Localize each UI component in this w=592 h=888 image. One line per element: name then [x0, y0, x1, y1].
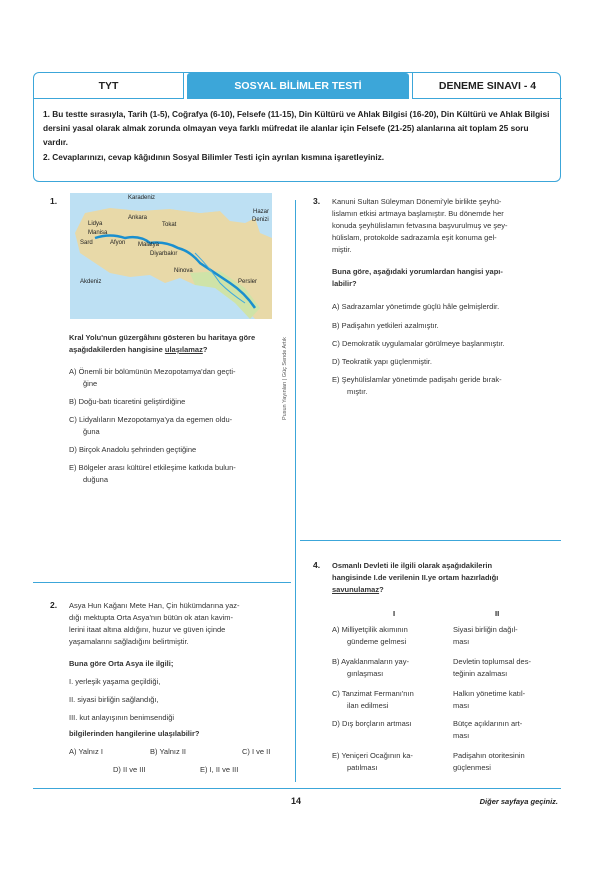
q3-option-c[interactable]: C) Demokratik uygulamalar görülmeye başlanmıştır.: [332, 339, 505, 348]
q3-option-e[interactable]: E) Şeyhülislamlar yönetimde padişahı geride bırak-: [332, 375, 502, 384]
q4-col-i: I: [393, 609, 396, 618]
q2-line-4: yaşamalarını sağladığını belirtmiştir.: [69, 637, 189, 646]
map-label-ninova: Ninova: [174, 268, 193, 274]
q4-c-ii-cont: ması: [453, 701, 470, 710]
q4-e-ii: Padişahın otoritesinin: [453, 751, 525, 760]
q2-item-1: I. yerleşik yaşama geçildiği,: [69, 677, 161, 686]
right-separator: [300, 540, 561, 541]
q3-question: [332, 266, 557, 290]
q2-option-b[interactable]: B) Yalnız II: [150, 747, 186, 756]
q2-passage: [69, 600, 281, 648]
q2-option-c[interactable]: C) I ve II: [242, 747, 271, 756]
q1-option-c-cont: ğuna: [83, 427, 100, 436]
q3-question-line-2: labilir?: [332, 279, 357, 288]
publisher-side-text: Pusun Yayınları | Güç Sende Artık: [282, 337, 288, 420]
q1-option-a-cont: ğine: [83, 379, 98, 388]
q1-stem-underlined: ulaşılamaz: [164, 345, 203, 354]
q4-question: [332, 560, 557, 596]
q4-question-line-2: hangisinde I.de verilenin II.ye ortam hazırladığı: [332, 573, 499, 582]
instruction-1: 1. Bu testte sırasıyla, Tarih (1-5), Coğrafya (6-10), Felsefe (11-15), Din Kültürü ve Ahlak Bilgisi (16-20), Din Kültürü ve Ahlak Bilgisi dersini yasal olarak almak zorunda olmayan veya farklı müfredat ile alanlar için Felsefe (21-25) alanlarına ait toplam 25 soru vardır.: [43, 109, 550, 147]
q1-option-c[interactable]: C) Lidyalıların Mezopotamya'ya da egemen oldu-: [69, 415, 233, 424]
test-title: SOSYAL BİLİMLER TESTİ: [187, 73, 409, 99]
q4-d-ii: Bütçe açıklarının art-: [453, 719, 523, 728]
q2-line-1: Asya Hun Kağanı Mete Han, Çin hükümdarına yaz-: [69, 601, 240, 610]
q4-a-i: A) Milliyetçilik akımının: [332, 625, 408, 634]
map-label-persler: Persler: [238, 279, 258, 285]
instruction-2: 2. Cevaplarınızı, cevap kâğıdının Sosyal Bilimler Testi için ayrılan kısmına işaretleyiniz.: [43, 152, 385, 162]
q3-option-d[interactable]: D) Teokratik yapı güçlenmiştir.: [332, 357, 432, 366]
q4-e-i: E) Yeniçeri Ocağının ka-: [332, 751, 413, 760]
q2-item-3: III. kut anlayışının benimsendiği: [69, 713, 175, 722]
q3-option-e-cont: mıştır.: [347, 387, 368, 396]
q4-c-i: C) Tanzimat Fermanı'nın: [332, 689, 414, 698]
q2-option-d[interactable]: D) II ve III: [113, 765, 146, 774]
q2-question: Buna göre Orta Asya ile ilgili;: [69, 659, 174, 668]
q4-col-ii: II: [495, 609, 500, 618]
exam-name: DENEME SINAVI - 4: [412, 73, 562, 99]
map-label-diyarbakir: Diyarbakır: [150, 251, 178, 257]
footer-line: [33, 788, 561, 789]
q4-b-ii-cont: teğinin azalması: [453, 669, 508, 678]
instructions: [43, 107, 555, 165]
q3-line-1: Kanuni Sultan Süleyman Dönemi'yle birlikte şeyhü-: [332, 197, 502, 206]
q1-stem-end: ?: [202, 345, 208, 354]
q4-question-underlined: savunulamaz: [332, 585, 380, 594]
q3-line-4: hülislam, protokolde sadrazamla eşit konuma gel-: [332, 233, 497, 242]
q1-option-d[interactable]: D) Birçok Anadolu şehrinden geçtiğine: [69, 445, 197, 454]
q1-stem: [69, 332, 281, 356]
q4-b-ii: Devletin toplumsal des-: [453, 657, 531, 666]
q2-option-a[interactable]: A) Yalnız I: [69, 747, 103, 756]
map-label-hazar: Hazar: [253, 209, 270, 215]
next-page-note: Diğer sayfaya geçiniz.: [479, 797, 558, 806]
q3-passage: [332, 196, 557, 256]
q1-map: [70, 193, 272, 319]
q1-option-b[interactable]: B) Doğu-batı ticaretini geliştirdiğine: [69, 397, 186, 406]
q1-option-e-cont: duğuna: [83, 475, 109, 484]
map-label-sard: Sard: [80, 240, 93, 246]
exam-type: TYT: [34, 73, 184, 99]
map-label-manisa: Manisa: [88, 230, 108, 236]
q3-option-b[interactable]: B) Padişahın yetkileri azalmıştır.: [332, 321, 439, 330]
q1-stem-text: Kral Yolu'nun güzergâhını gösteren bu haritaya göre aşağıdakilerden hangisine: [69, 333, 256, 354]
map-label-akdeniz: Akdeniz: [80, 279, 102, 285]
q4-c-ii: Halkın yönetime katıl-: [453, 689, 526, 698]
q4-c-i-cont: ilan edilmesi: [347, 701, 389, 710]
map-label-tokat: Tokat: [162, 222, 177, 228]
q4-a-i-cont: gündeme gelmesi: [347, 637, 407, 646]
q3-line-3: konuda şeyhülislamın fetvasına başvurulmuş ve şey-: [332, 221, 508, 230]
q4-b-i: B) Ayaklanmaların yay-: [332, 657, 409, 666]
q2-item-2: II. siyasi birliğin sağlandığı,: [69, 695, 159, 704]
q2-option-e[interactable]: E) I, II ve III: [200, 765, 239, 774]
q1-number: 1.: [50, 196, 58, 206]
q4-e-i-cont: patılması: [347, 763, 378, 772]
q1-option-e[interactable]: E) Bölgeler arası kültürel etkileşime katkıda bulun-: [69, 463, 236, 472]
column-divider: [295, 200, 296, 782]
exam-header: [33, 72, 561, 182]
q4-question-end: ?: [379, 585, 384, 594]
q2-line-2: dığı mektupta Orta Asya'nın bütün ok atan kavim-: [69, 613, 234, 622]
q2-number: 2.: [50, 600, 58, 610]
q4-a-ii-cont: ması: [453, 637, 470, 646]
q3-line-5: miştir.: [332, 245, 352, 254]
q3-option-a[interactable]: A) Sadrazamlar yönetimde güçlü hâle gelmişlerdir.: [332, 302, 500, 311]
q4-a-ii: Siyasi birliğin dağıl-: [453, 625, 518, 634]
map-label-hazar-denizi: Denizi: [252, 217, 269, 223]
left-separator: [33, 582, 291, 583]
q4-e-ii-cont: güçlenmesi: [453, 763, 491, 772]
q3-question-line-1: Buna göre, aşağıdaki yorumlardan hangisi yapı-: [332, 267, 503, 276]
q2-question-2: bilgilerinden hangilerine ulaşılabilir?: [69, 729, 200, 738]
page-number: 14: [290, 796, 301, 806]
map-label-karadeniz: Karadeniz: [128, 195, 156, 201]
map-label-ankara: Ankara: [128, 215, 148, 221]
map-label-malatya: Malatya: [138, 242, 160, 248]
map-label-afyon: Afyon: [110, 240, 126, 246]
q3-number: 3.: [313, 196, 321, 206]
q4-question-line-1: Osmanlı Devleti ile ilgili olarak aşağıdakilerin: [332, 561, 493, 570]
map-label-lidya: Lidya: [88, 221, 103, 227]
q3-line-2: lislamın etkisi artmaya başlamıştır. Bu dönemde her: [332, 209, 504, 218]
q2-line-3: lerini itaat altına aldığını, huzur ve güven içinde: [69, 625, 226, 634]
q4-d-ii-cont: ması: [453, 731, 470, 740]
q4-number: 4.: [313, 560, 321, 570]
q1-option-a[interactable]: A) Önemli bir bölümünün Mezopotamya'dan geçti-: [69, 367, 236, 376]
q4-b-i-cont: gınlaşması: [347, 669, 384, 678]
q4-d-i: D) Dış borçların artması: [332, 719, 412, 728]
